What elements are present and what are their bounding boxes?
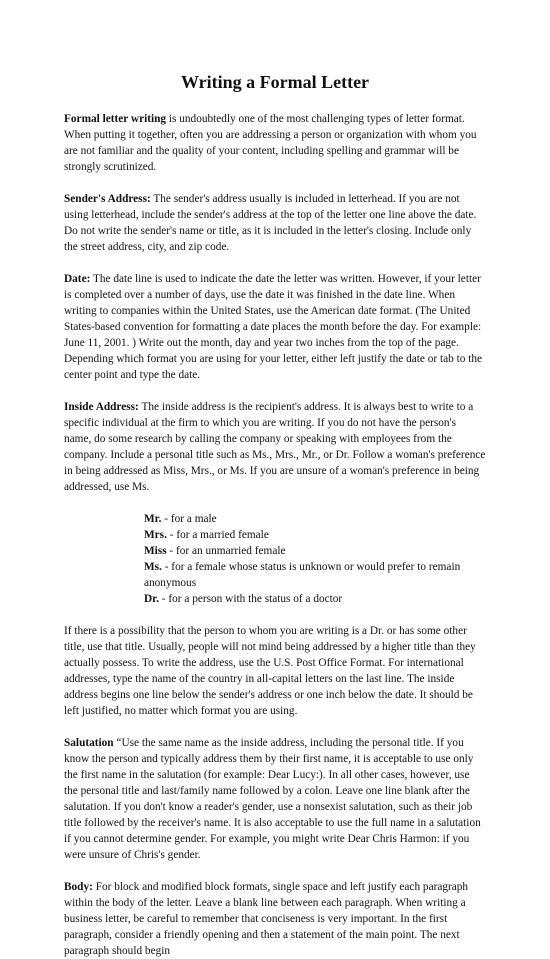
paragraph-inside-address <box>64 399 486 495</box>
list-item <box>144 591 486 607</box>
paragraph-intro <box>64 111 486 175</box>
paragraph-text: The date line is used to indicate the date the letter was written. However, if your letter is completed over a number of days, use the date it was finished in the date line. When writing to companies within the United States, use the American date format. (The United States-based convention for formatting a date places the month before the day. For example: June 11, 2001. ) Write out the month, day and year two inches from the top of the page. Depending which format you are using for your letter, either left justify the date or tab to the center point and type the date. <box>64 273 483 381</box>
paragraph-text: The sender's address usually is included in letterhead. If you are not using letterhead, include the sender's address at the top of the letter one line above the date. Do not write the sender's name or title, as it is included in the letter's closing. Include only the street address, city, and zip code. <box>64 193 477 253</box>
paragraph-senders-address <box>64 191 486 255</box>
paragraph-title-usage: If there is a possibility that the person to whom you are writing is a Dr. or has some other title, use that title. Usually, people will not mind being addressed by a higher title than they actually possess. To write the address, use the U.S. Post Office Format. For international addresses, type the name of the country in all-capital letters on the last line. The inside address begins one line below the sender's address or one inch below the date. It should be left justified, no matter which format you are using. <box>64 625 476 717</box>
paragraph-lead: Inside Address: <box>64 401 139 413</box>
title-desc: - for a married female <box>166 529 269 541</box>
title-desc: - for a person with the status of a doctor <box>158 593 343 605</box>
paragraph-lead: Sender's Address: <box>64 193 151 205</box>
title-term: Miss <box>144 545 167 557</box>
title-desc: - for an unmarried female <box>166 545 286 557</box>
paragraph-body <box>64 879 486 959</box>
title-term: Mrs. <box>144 529 167 541</box>
list-item <box>144 543 486 559</box>
list-item <box>144 559 486 591</box>
title-desc: - for a male <box>161 513 217 525</box>
list-item <box>144 511 486 527</box>
paragraph-text: For block and modified block formats, single space and left justify each paragraph within the body of the letter. Leave a blank line between each paragraph. When writing a business letter, be careful to remember that conciseness is very important. In the first paragraph, consider a friendly opening and then a statement of the main point. The next paragraph should begin <box>64 881 469 957</box>
paragraph-lead: Formal letter writing <box>64 113 167 125</box>
paragraph-text: “Use the same name as the inside address, including the personal title. If you know the person and typically address them by their first name, it is acceptable to use only the first name in the salutation (for example: Dear Lucy:). In all other cases, however, use the personal title and last/family name followed by a colon. Leave one line blank after the salutation. If you don't know a reader's gender, use a nonsexist salutation, such as their job title followed by the receiver's name. It is also acceptable to use the full name in a salutation if you cannot determine gender. For example, you might write Dear Chris Harmon: if you were unsure of Chris's gender. <box>64 737 481 861</box>
paragraph-date <box>64 271 486 383</box>
paragraph-text: is undoubtedly one of the most challenging types of letter format. When putting it together, often you are addressing a person or organization with whom you are not familiar and the quality of your content, including spelling and grammar will be strongly scrutinized. <box>64 113 477 173</box>
paragraph-salutation <box>64 735 486 863</box>
title-term: Mr. <box>144 513 162 525</box>
paragraph-text: The inside address is the recipient's address. It is always best to write to a specific individual at the firm to which you are writing. If you do not have the person's name, do some research by calling the company or speaking with employees from the company. Include a personal title such as Ms., Mrs., Mr., or Dr. Follow a woman's preference in being addressed as Miss, Mrs., or Ms. If you are unsure of a woman's preference in being addressed, use Ms. <box>64 401 486 493</box>
title-term: Ms. <box>144 561 162 573</box>
paragraph-lead: Body: <box>64 881 93 893</box>
list-item <box>144 527 486 543</box>
paragraph-lead: Date: <box>64 273 91 285</box>
page-title: Writing a Formal Letter <box>180 72 370 92</box>
paragraph-lead: Salutation <box>64 737 114 749</box>
title-term: Dr. <box>144 593 159 605</box>
personal-titles-list <box>144 511 486 607</box>
title-desc: - for a female whose status is unknown or would prefer to remain anonymous <box>144 561 461 589</box>
